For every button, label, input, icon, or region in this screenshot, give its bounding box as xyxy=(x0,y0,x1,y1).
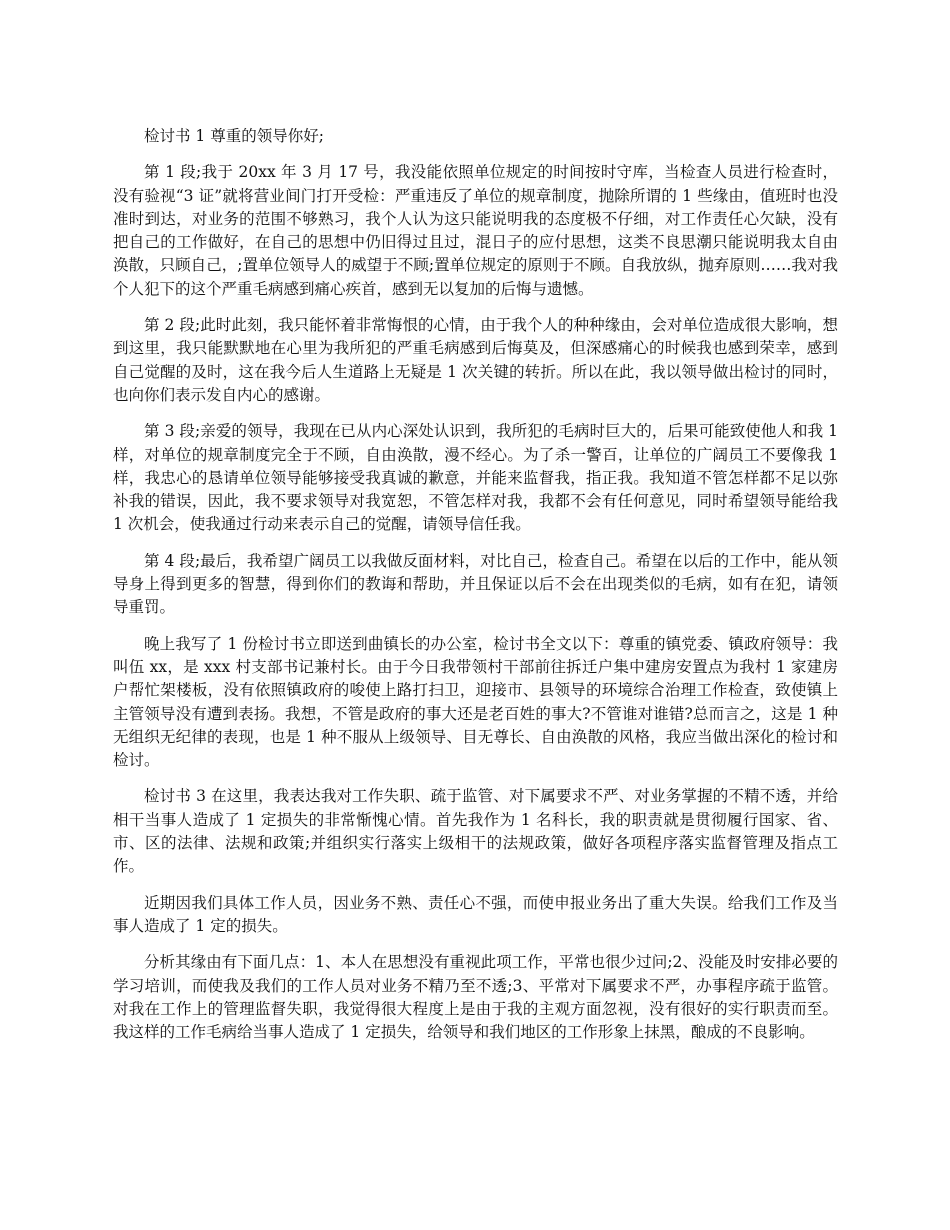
document-paragraph-section-2: 第 2 段;此时此刻，我只能怀着非常悔恨的心情，由于我个人的种种缘由，会对单位造成很大影响，想到这里，我只能默默地在心里为我所犯的严重毛病感到后悔莫及，但深感痛心的时候我也感到荣幸，感到自己觉醒的及时，这在我今后人生道路上无疑是 1 次关键的转折。所以在此，我以领导做出检讨的同时，也向你们表示发自内心的感谢。 xyxy=(113,316,838,404)
document-paragraph-section-1: 第 1 段;我于 20xx 年 3 月 17 号，我没能依照单位规定的时间按时守库，当检查人员进行检查时，没有验视“3 证”就将营业间门打开受检：严重违反了单位的规章制度，抛除所谓的 1 些缘由，值班时也没准时到达，对业务的范围不够熟习，我个人认为这只能说明我的态度极不仔细，对工作责任心欠缺，没有把自己的工作做好，在自己的思想中仍旧得过且过，混日子的应付思想，这类不良思潮只能说明我太自由涣散，只顾自己，;置单位领导人的威望于不顾;置单位规定的原则于不顾。自我放纵，抛弃原则……我对我个人犯下的这个严重毛病感到痛心疾首，感到无以复加的后悔与遗憾。 xyxy=(113,163,838,298)
document-paragraph-section-3: 第 3 段;亲爱的领导，我现在已从内心深处认识到，我所犯的毛病时巨大的，后果可能致使他人和我 1 样，对单位的规章制度完全于不顾，自由涣散，漫不经心。为了杀一警百，让单位的广阔员工不要像我 1 样，我忠心的恳请单位领导能够接受我真诚的歉意，并能来监督我，指正我。我知道不管怎样都不足以弥补我的错误，因此，我不要求领导对我宽恕，不管怎样对我，我都不会有任何意见，同时希望领导能给我 1 次机会，使我通过行动来表示自己的觉醒，请领导信任我。 xyxy=(113,422,838,534)
document-paragraph-evening-letter: 晚上我写了 1 份检讨书立即送到曲镇长的办公室，检讨书全文以下：尊重的镇党委、镇政府领导：我叫伍 xx，是 xxx 村支部书记兼村长。由于今日我带领村干部前往拆迁户集中建房安置点为我村 1 家建房户帮忙架楼板，没有依照镇政府的唆使上路打扫卫，迎接市、县领导的环境综合治理工作检查，致使镇上主管领导没有遭到表扬。我想，不管是政府的事大还是老百姓的事大?不管谁对谁错?总而言之，这是 1 种无组织无纪律的表现，也是 1 种不服从上级领导、目无尊长、自由涣散的风格，我应当做出深化的检讨和检讨。 xyxy=(113,634,838,770)
document-paragraph-greeting: 检讨书 1 尊重的领导你好; xyxy=(144,127,324,145)
document-paragraph-recent-error: 近期因我们具体工作人员，因业务不熟、责任心不强，而使申报业务出了重大失误。给我们工作及当事人造成了 1 定的损失。 xyxy=(113,893,838,935)
document-paragraph-letter-3: 检讨书 3 在这里，我表达我对工作失职、疏于监管、对下属要求不严、对业务掌握的不精不透，并给相干当事人造成了 1 定损失的非常惭愧心情。首先我作为 1 名科长，我的职责就是贯彻履行国家、省、市、区的法律、法规和政策;并组织实行落实上级相干的法规政策，做好各项程序落实监督管理及指点工作。 xyxy=(113,787,838,876)
document-paragraph-section-4: 第 4 段;最后，我希望广阔员工以我做反面材料，对比自己，检查自己。希望在以后的工作中，能从领导身上得到更多的智慧，得到你们的教诲和帮助，并且保证以后不会在出现类似的毛病，如有在犯，请领导重罚。 xyxy=(113,551,838,617)
document-body xyxy=(113,125,838,1057)
document-paragraph-analysis: 分析其缘由有下面几点：1、本人在思想没有重视此项工作，平常也很少过问;2、没能及时安排必要的学习培训，而使我及我们的工作人员对业务不精乃至不透;3、平常对下属要求不严，办事程序疏于监管。对我在工作上的管理监督失职，我觉得很大程度上是由于我的主观方面忽视，没有很好的实行职责而至。我这样的工作毛病给当事人造成了 1 定损失，给领导和我们地区的工作形象上抹黑，酿成的不良影响。 xyxy=(113,953,838,1042)
